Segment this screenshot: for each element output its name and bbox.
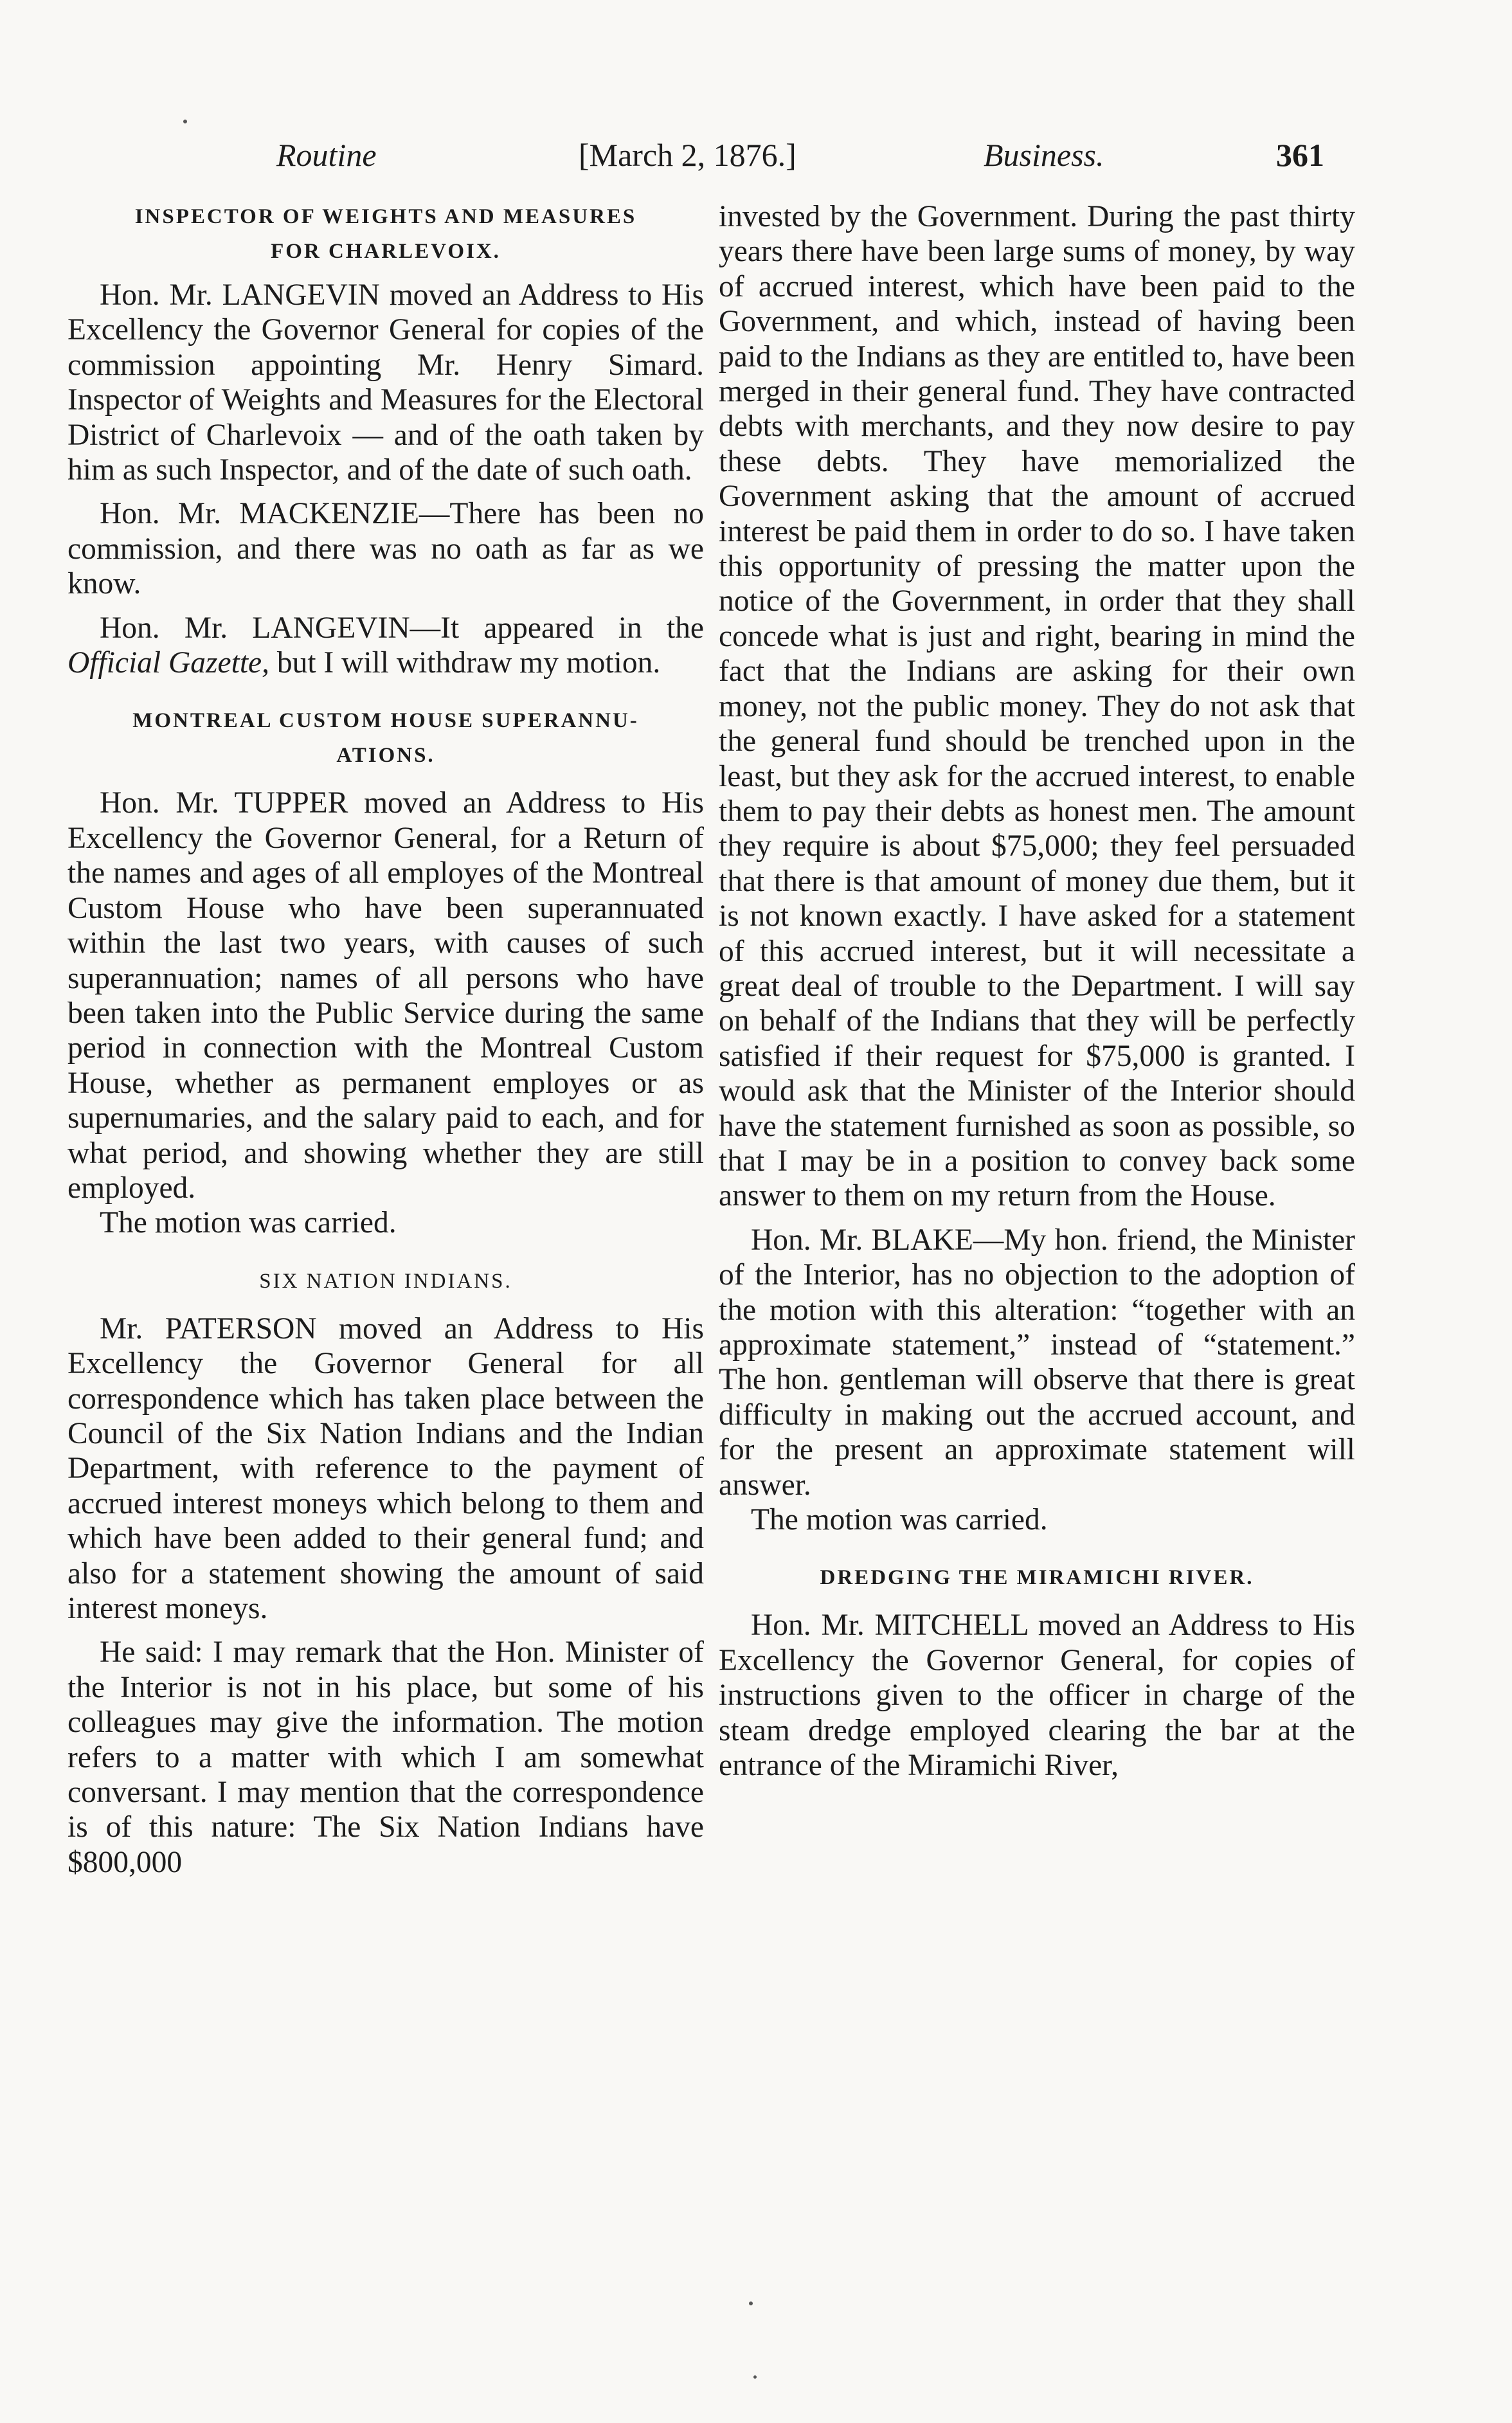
left-column xyxy=(68,199,704,1880)
section-heading-six-nation: SIX NATION INDIANS. xyxy=(259,1269,512,1293)
print-speck xyxy=(749,2301,753,2305)
paragraph-langevin-withdraw xyxy=(68,611,704,681)
paragraph-tupper-motion: Hon. Mr. TUPPER moved an Address to His Excellency the Governor General, for a Return of the names and ages of all employes of the Montreal Custom House who have been superannuated within the last two years, with causes of such superannuation; names of all persons who have been taken into the Public Service during the same period in connection with the Montreal Custom House, whether as permanent employes or as supernumaries, and the salary paid to each, and for what period, and showing whether they are still employed. xyxy=(68,786,704,1205)
paragraph-motion-carried-1: The motion was carried. xyxy=(100,1206,397,1240)
paragraph-blake-reply: Hon. Mr. BLAKE—My hon. friend, the Minister of the Interior, has no objection to the adoption of the motion with this alteration: “together with an approximate statement,” instead of “statement.” The hon. gentleman will observe that there is great difficulty in making out the accrued account, and for the present an approximate statement will answer. xyxy=(719,1223,1355,1502)
paragraph-mackenzie-reply: Hon. Mr. MACKENZIE—There has been no commission, and there was no oath as far as we know. xyxy=(68,497,704,601)
section-heading-inspector-line1: INSPECTOR OF WEIGHTS AND MEASURES xyxy=(134,205,637,228)
page-number: 361 xyxy=(1276,137,1324,173)
section-heading-dredging: DREDGING THE MIRAMICHI RIVER. xyxy=(820,1566,1254,1590)
page-header xyxy=(251,132,1324,177)
section-heading-inspector-line2: FOR CHARLEVOIX. xyxy=(271,240,501,263)
paragraph-paterson-remarks: He said: I may remark that the Hon. Minister of the Interior is not in his place, but some of his colleagues may give the information. The motion refers to a matter with which I am somewhat conversant. I may mention that the correspondence is of this nature: The Six Nation Indians have $800,000 xyxy=(68,1635,704,1879)
paragraph-langevin-motion: Hon. Mr. LANGEVIN moved an Address to His Excellency the Governor General for copies of the commission appointing Mr. Henry Simard. Inspector of Weights and Measures for the Electoral District of Charlevoix — and of the oath taken by him as such Inspector, and of the date of such oath. xyxy=(68,278,704,487)
header-section-right: Business. xyxy=(984,137,1104,173)
paragraph-paterson-continued: invested by the Government. During the past thirty years there have been large sums of money, by way of accrued interest, which have been paid to the Government, and which, instead of having been paid to the Indians as they are entitled to, have been merged in their general fund. They have contracted debts with merchants, and they now desire to pay these debts. They have memorialized the Government asking that the amount of accrued interest be paid them in order to do so. I have taken this opportunity of pressing the matter upon the notice of the Government, in order that they shall concede what is just and right, bearing in mind the fact that the Indians are asking for their own money, not the public money. They do not ask that the general fund should be trenched upon in the least, but they ask for the accrued interest, to enable them to pay their debts as honest men. The amount they require is about $75,000; they feel persuaded that there is that amount of money due them, but it is not known exactly. I have asked for a statement of this accrued interest, but it will necessitate a great deal of trouble to the Department. I will say on behalf of the Indians that they will be perfectly satisfied if their request for $75,000 is granted. I would ask that the Minister of the Interior should have the statement furnished as soon as possible, so that I may be in a position to convey back some answer to them on my return from the House. xyxy=(719,200,1355,1213)
header-date: [March 2, 1876.] xyxy=(579,137,797,173)
section-heading-custom-house-line2: ATIONS. xyxy=(336,744,435,768)
paragraph-paterson-motion: Mr. PATERSON moved an Address to His Excellency the Governor General for all correspondence which has taken place between the Council of the Six Nation Indians and the Indian Department, with reference to the payment of accrued interest moneys which belong to them and which have been added to their general fund; and also for a statement showing the amount of said interest moneys. xyxy=(68,1311,704,1625)
langevin-withdraw-text-end: but I will withdraw my motion. xyxy=(269,646,661,680)
paragraph-mitchell-motion: Hon. Mr. MITCHELL moved an Address to His Excellency the Governor General, for copies of instructions given to the officer in charge of the steam dredge employed clearing the bar at the entrance of the Miramichi River, xyxy=(719,1608,1355,1783)
right-column xyxy=(719,199,1355,1783)
print-speck xyxy=(753,2375,757,2379)
paragraph-motion-carried-2: The motion was carried. xyxy=(751,1503,1048,1537)
section-heading-custom-house-line1: MONTREAL CUSTOM HOUSE SUPERANNU- xyxy=(132,709,639,733)
langevin-withdraw-text-start: Hon. Mr. LANGEVIN—It appeared in the xyxy=(100,611,704,645)
official-gazette-italic: Official Gazette, xyxy=(68,646,269,680)
header-section-left: Routine xyxy=(276,137,377,173)
print-speck xyxy=(183,120,187,123)
